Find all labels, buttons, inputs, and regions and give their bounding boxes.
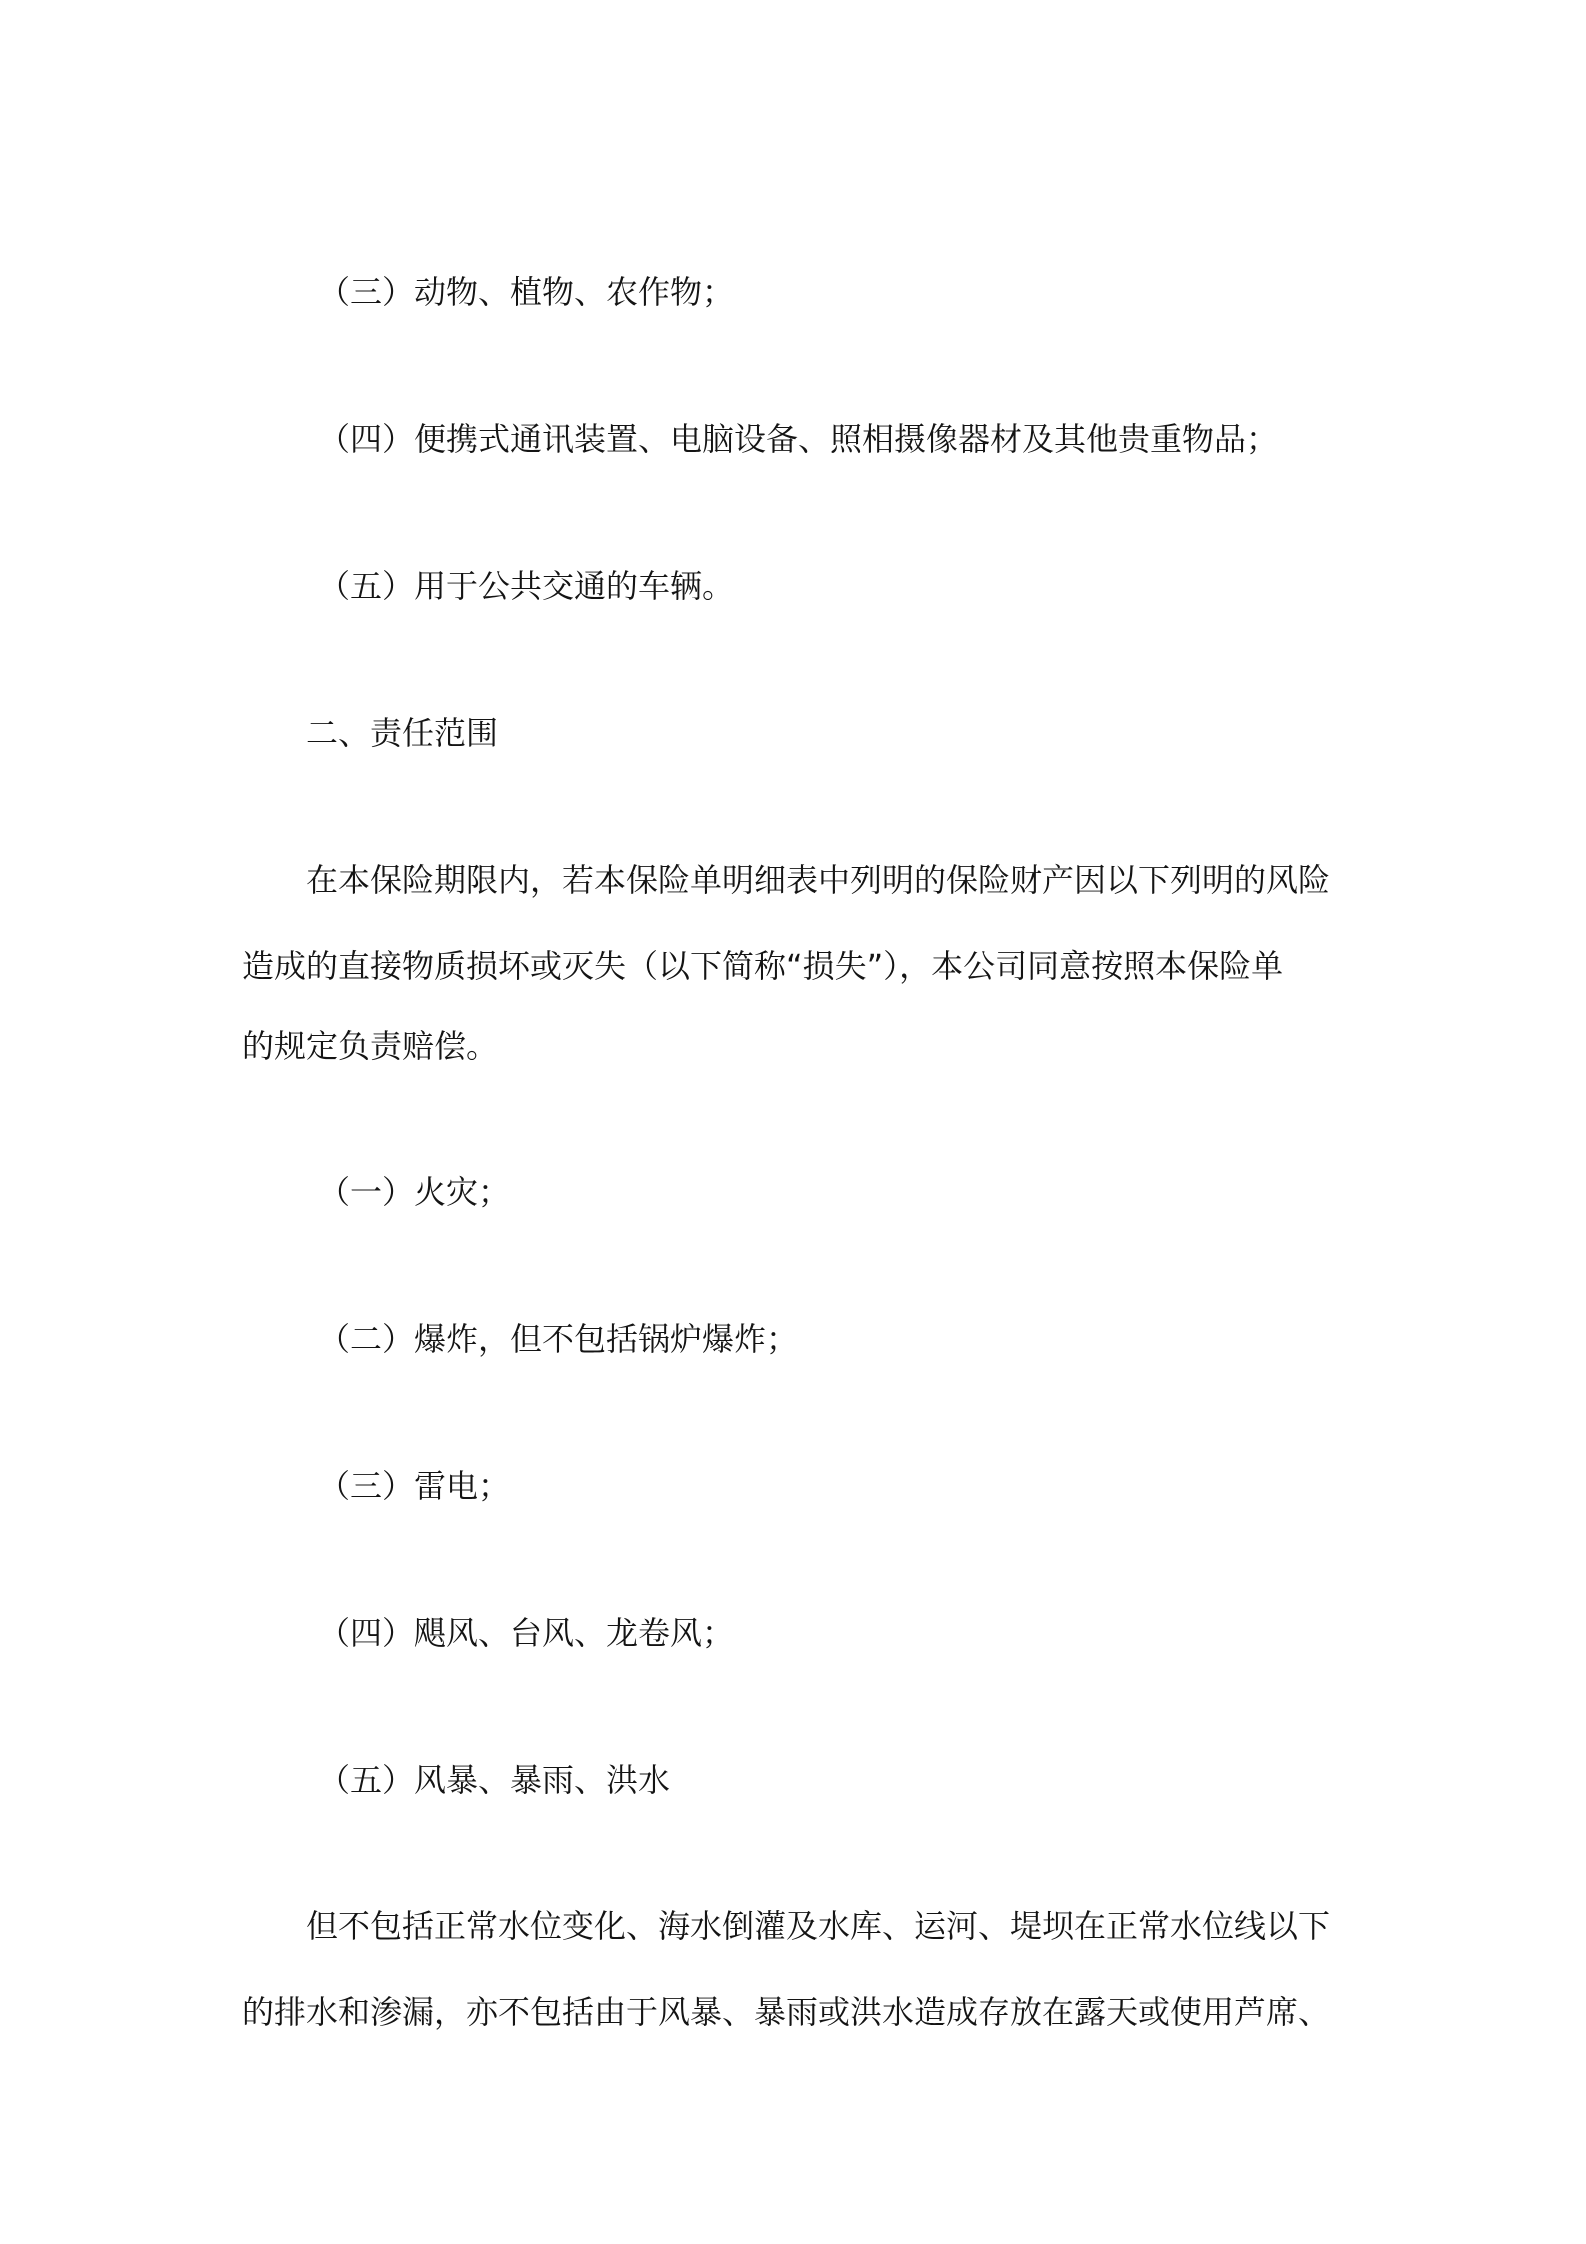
risk-item-2: （二）爆炸，但不包括锅炉爆炸； bbox=[318, 1320, 799, 1358]
risk-item-3: （三）雷电； bbox=[318, 1467, 511, 1505]
excluded-item-3: （三）动物、植物、农作物； bbox=[318, 273, 735, 311]
paragraph-1-line-1: 在本保险期限内，若本保险单明细表中列明的保险财产因以下列明的风险 bbox=[306, 861, 1331, 899]
paragraph-1-line-3: 的规定负责赔偿。 bbox=[242, 1027, 499, 1065]
section-heading: 二、责任范围 bbox=[306, 714, 499, 752]
risk-item-4: （四）飓风、台风、龙卷风； bbox=[318, 1614, 735, 1652]
paragraph-1-line-2: 造成的直接物质损坏或灭失（以下简称“损失”），本公司同意按照本保险单 bbox=[242, 947, 1284, 985]
excluded-item-4: （四）便携式通讯装置、电脑设备、照相摄像器材及其他贵重物品； bbox=[318, 420, 1279, 458]
paragraph-2-line-2: 的排水和渗漏，亦不包括由于风暴、暴雨或洪水造成存放在露天或使用芦席、 bbox=[242, 1993, 1331, 2031]
risk-item-5: （五）风暴、暴雨、洪水 bbox=[318, 1761, 671, 1799]
paragraph-2-line-1: 但不包括正常水位变化、海水倒灌及水库、运河、堤坝在正常水位线以下 bbox=[306, 1907, 1331, 1945]
excluded-item-5: （五）用于公共交通的车辆。 bbox=[318, 567, 735, 605]
risk-item-1: （一）火灾； bbox=[318, 1173, 511, 1211]
